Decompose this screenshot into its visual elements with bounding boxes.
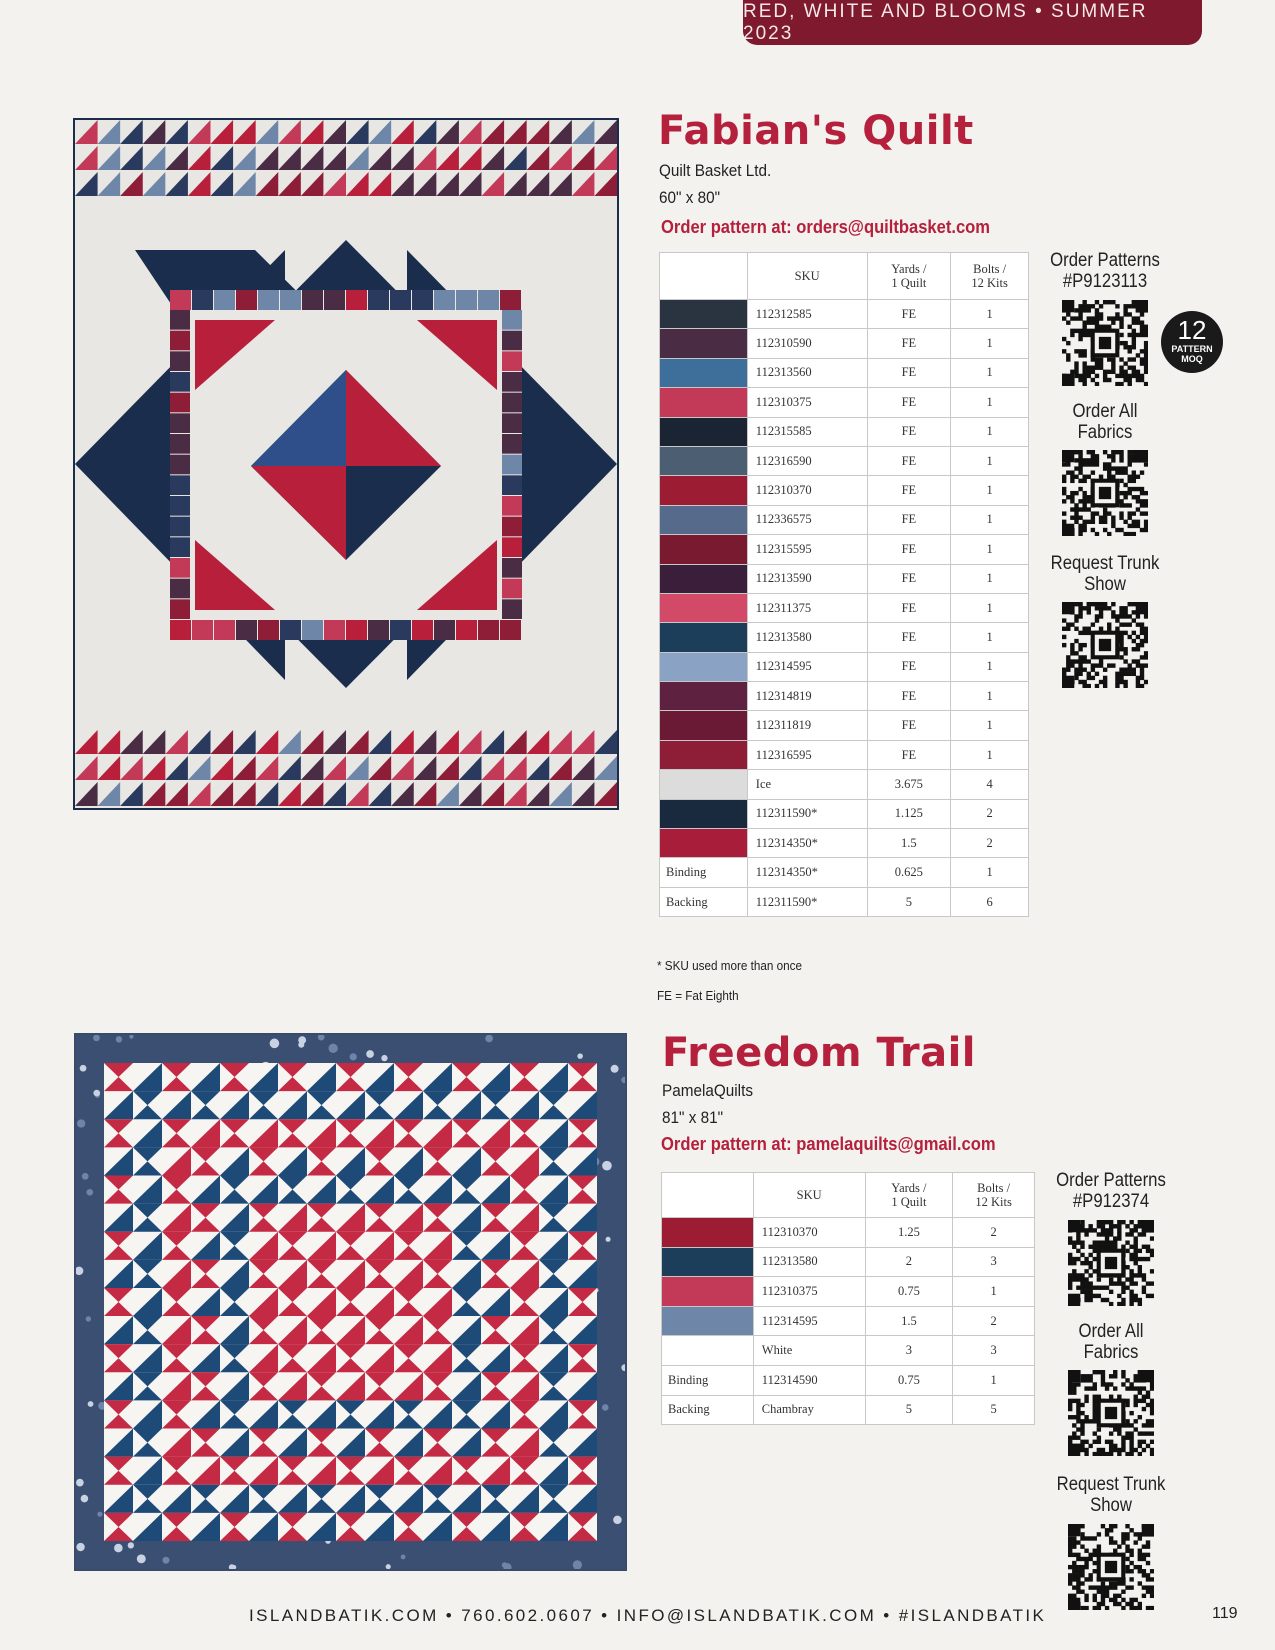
yards-cell: FE (867, 593, 951, 622)
bolts-cell: 1 (951, 446, 1029, 475)
quilt1-order-patterns-label: Order Patterns #P9123113 (1050, 250, 1160, 292)
fabric-swatch (660, 388, 748, 417)
table-row (660, 446, 1029, 475)
fabric-swatch (660, 329, 748, 358)
sku-cell: 112311590* (747, 799, 867, 828)
bolts-cell: 1 (951, 300, 1029, 329)
quilt1-order-link[interactable]: Order pattern at: orders@quiltbasket.com (661, 217, 991, 237)
yards-cell: 5 (865, 1395, 953, 1425)
fabric-swatch (662, 1277, 754, 1307)
yards-cell: FE (867, 623, 951, 652)
bolts-cell: 1 (951, 740, 1029, 769)
yards-cell: 1.5 (865, 1306, 953, 1336)
quilt1-footnote-sku: * SKU used more than once (657, 958, 803, 973)
yards-cell: 3 (865, 1336, 953, 1366)
yards-cell: FE (867, 446, 951, 475)
yards-cell: 5 (867, 887, 951, 916)
row-label: Backing (662, 1395, 754, 1425)
table-row (660, 476, 1029, 505)
quilt2-fabric-table (661, 1172, 1035, 1425)
yards-header: Yards / 1 Quilt (865, 1173, 953, 1218)
fabric-swatch (660, 564, 748, 593)
yards-cell: 3.675 (867, 770, 951, 799)
table-row (662, 1365, 1035, 1395)
bolts-cell: 1 (951, 564, 1029, 593)
table-row (660, 652, 1029, 681)
sku-cell: 112310370 (747, 476, 867, 505)
bolts-cell: 1 (951, 682, 1029, 711)
quilt2-order-all-label: Order All Fabrics (1078, 1321, 1144, 1363)
sku-cell: 112310375 (747, 388, 867, 417)
bolts-cell: 3 (953, 1247, 1035, 1277)
table-row (662, 1395, 1035, 1425)
footer-contact: ISLANDBATIK.COM • 760.602.0607 • INFO@ISLANDBATIK.COM • #ISLANDBATIK (249, 1606, 1047, 1625)
table-row (662, 1336, 1035, 1366)
bolts-cell: 1 (951, 593, 1029, 622)
sku-cell: 112311590* (747, 887, 867, 916)
yards-cell: 0.75 (865, 1277, 953, 1307)
quilt1-fabric-table (659, 252, 1029, 917)
sku-cell: 112311375 (747, 593, 867, 622)
fabric-swatch (660, 446, 748, 475)
yards-cell: 2 (865, 1247, 953, 1277)
freedom-trail-image (74, 1033, 627, 1571)
fabric-swatch (662, 1218, 754, 1248)
table-row (662, 1277, 1035, 1307)
bolts-header: Bolts / 12 Kits (953, 1173, 1035, 1218)
row-label: Binding (660, 858, 748, 887)
table-row (660, 358, 1029, 387)
table-row (660, 887, 1029, 916)
fabric-swatch (660, 623, 748, 652)
sku-cell: Chambray (753, 1395, 865, 1425)
quilt2-trunk-label: Request Trunk Show (1056, 1474, 1166, 1516)
yards-cell: 1.25 (865, 1218, 953, 1248)
quilt1-designer: Quilt Basket Ltd. (659, 161, 772, 180)
sku-cell: 112314350* (747, 858, 867, 887)
yards-cell: FE (867, 682, 951, 711)
fabric-swatch (660, 652, 748, 681)
pattern-moq-badge (1161, 311, 1223, 373)
yards-cell: 0.625 (867, 858, 951, 887)
sku-cell: 112314595 (747, 652, 867, 681)
yards-header: Yards / 1 Quilt (867, 253, 951, 300)
moq-text: PATTERN MOQ (1171, 344, 1213, 364)
table-row (660, 770, 1029, 799)
bolts-cell: 5 (953, 1395, 1035, 1425)
quilt2-order-patterns-qr[interactable] (1068, 1220, 1154, 1306)
table-row (660, 417, 1029, 446)
bolts-header: Bolts / 12 Kits (951, 253, 1029, 300)
yards-cell: FE (867, 505, 951, 534)
table-row (660, 740, 1029, 769)
bolts-cell: 1 (951, 329, 1029, 358)
yards-cell: FE (867, 358, 951, 387)
sku-cell: 112314595 (753, 1306, 865, 1336)
bolts-cell: 1 (951, 858, 1029, 887)
quilt1-order-patterns-qr[interactable] (1062, 300, 1148, 386)
fabric-swatch (662, 1336, 754, 1366)
quilt1-title: Fabian's Quilt (658, 108, 974, 154)
table-row (660, 711, 1029, 740)
sku-cell: 112314819 (747, 682, 867, 711)
sku-cell: 112310375 (753, 1277, 865, 1307)
table-row (660, 300, 1029, 329)
yards-cell: FE (867, 564, 951, 593)
quilt1-trunk-label: Request Trunk Show (1050, 553, 1160, 595)
swatch-header (662, 1173, 754, 1218)
bolts-cell: 1 (951, 652, 1029, 681)
sku-cell: Ice (747, 770, 867, 799)
bolts-cell: 1 (951, 535, 1029, 564)
table-row (660, 829, 1029, 858)
bolts-cell: 1 (951, 476, 1029, 505)
bolts-cell: 2 (953, 1218, 1035, 1248)
quilt2-designer: PamelaQuilts (662, 1081, 753, 1100)
sku-cell: 112316590 (747, 446, 867, 475)
fabric-swatch (660, 829, 748, 858)
quilt2-title: Freedom Trail (662, 1030, 976, 1076)
bolts-cell: 2 (951, 829, 1029, 858)
table-row (660, 623, 1029, 652)
bolts-cell: 1 (951, 505, 1029, 534)
sku-header: SKU (753, 1173, 865, 1218)
fabric-swatch (662, 1306, 754, 1336)
table-row (662, 1218, 1035, 1248)
quilt1-order-all-label: Order All Fabrics (1072, 401, 1138, 443)
bolts-cell: 2 (953, 1306, 1035, 1336)
sku-cell: 112314590 (753, 1365, 865, 1395)
moq-number: 12 (1177, 315, 1207, 345)
quilt2-order-patterns-label: Order Patterns #P912374 (1056, 1170, 1166, 1212)
table-row (662, 1306, 1035, 1336)
yards-cell: FE (867, 329, 951, 358)
bolts-cell: 4 (951, 770, 1029, 799)
quilt2-order-all-qr[interactable] (1068, 1370, 1154, 1456)
yards-cell: FE (867, 652, 951, 681)
bolts-cell: 1 (953, 1277, 1035, 1307)
sku-cell: 112314350* (747, 829, 867, 858)
quilt2-size: 81" x 81" (662, 1108, 724, 1127)
sku-cell: 112313590 (747, 564, 867, 593)
sku-cell: 112310590 (747, 329, 867, 358)
bolts-cell: 1 (951, 623, 1029, 652)
fabric-swatch (660, 593, 748, 622)
table-row (660, 564, 1029, 593)
yards-cell: FE (867, 417, 951, 446)
yards-cell: FE (867, 740, 951, 769)
fabric-swatch (660, 358, 748, 387)
quilt1-footnote-fe: FE = Fat Eighth (657, 988, 739, 1003)
row-label: Binding (662, 1365, 754, 1395)
yards-cell: FE (867, 476, 951, 505)
sku-cell: 112336575 (747, 505, 867, 534)
fabric-swatch (660, 799, 748, 828)
fabric-swatch (660, 740, 748, 769)
bolts-cell: 1 (951, 388, 1029, 417)
sku-cell: 112310370 (753, 1218, 865, 1248)
table-row (660, 858, 1029, 887)
fabric-swatch (660, 476, 748, 505)
yards-cell: FE (867, 711, 951, 740)
quilt1-size: 60" x 80" (659, 188, 721, 207)
bolts-cell: 6 (951, 887, 1029, 916)
table-row (660, 329, 1029, 358)
fabric-swatch (660, 417, 748, 446)
bolts-cell: 1 (951, 358, 1029, 387)
quilt1-trunk-qr[interactable] (1062, 602, 1148, 688)
bolts-cell: 2 (951, 799, 1029, 828)
sku-cell: 112315595 (747, 535, 867, 564)
yards-cell: 1.125 (867, 799, 951, 828)
issue-banner: RED, WHITE AND BLOOMS • SUMMER 2023 (743, 0, 1202, 45)
table-row (660, 505, 1029, 534)
table-row (660, 799, 1029, 828)
swatch-header (660, 253, 748, 300)
bolts-cell: 1 (951, 711, 1029, 740)
quilt2-order-link[interactable]: Order pattern at: pamelaquilts@gmail.com (661, 1134, 996, 1154)
sku-cell: 112316595 (747, 740, 867, 769)
fabric-swatch (660, 682, 748, 711)
fabric-swatch (662, 1247, 754, 1277)
yards-cell: 0.75 (865, 1365, 953, 1395)
table-row (660, 388, 1029, 417)
sku-header: SKU (747, 253, 867, 300)
fabric-swatch (660, 711, 748, 740)
sku-cell: 112313560 (747, 358, 867, 387)
sku-cell: 112313580 (747, 623, 867, 652)
sku-cell: White (753, 1336, 865, 1366)
sku-cell: 112311819 (747, 711, 867, 740)
fabric-swatch (660, 770, 748, 799)
yards-cell: FE (867, 535, 951, 564)
sku-cell: 112315585 (747, 417, 867, 446)
quilt1-order-all-qr[interactable] (1062, 450, 1148, 536)
yards-cell: FE (867, 300, 951, 329)
table-row (660, 593, 1029, 622)
yards-cell: 1.5 (867, 829, 951, 858)
bolts-cell: 3 (953, 1336, 1035, 1366)
table-row (660, 535, 1029, 564)
fabric-swatch (660, 300, 748, 329)
bolts-cell: 1 (953, 1365, 1035, 1395)
sku-cell: 112313580 (753, 1247, 865, 1277)
page-number: 119 (1212, 1605, 1238, 1622)
quilt2-trunk-qr[interactable] (1068, 1524, 1154, 1610)
fabric-swatch (660, 535, 748, 564)
row-label: Backing (660, 887, 748, 916)
table-row (662, 1247, 1035, 1277)
yards-cell: FE (867, 388, 951, 417)
table-row (660, 682, 1029, 711)
sku-cell: 112312585 (747, 300, 867, 329)
fabians-quilt-image (73, 118, 619, 810)
bolts-cell: 1 (951, 417, 1029, 446)
fabric-swatch (660, 505, 748, 534)
